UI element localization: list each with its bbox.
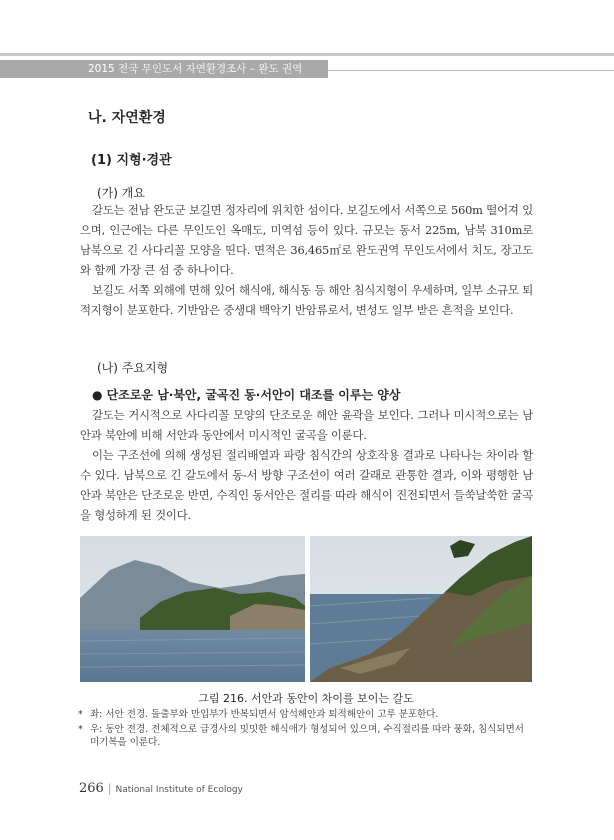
note-text: 좌: 서안 전경. 돌출부와 만입부가 반복되면서 암석해안과 퇴적해안이 고루 분포한다. xyxy=(90,709,439,720)
note-text: 우: 동안 전경. 전체적으로 급경사의 밋밋한 해식애가 형성되어 있으며, 수직절리를 따라 풍화, 침식되면서 xyxy=(90,724,524,735)
figure-note-west xyxy=(78,708,536,721)
subsection-b-title: (나) 주요지형 xyxy=(97,361,169,375)
top-rule xyxy=(0,53,614,56)
page-number: 266 xyxy=(79,781,104,796)
subsection-title: (1) 지형·경관 xyxy=(91,153,172,168)
paragraph-landform-2: 이는 구조선에 의해 생성된 절리배열과 파랑 침식간의 상호작용 결과로 나타나는 차이라 할 수 있다. 남북으로 긴 갈도에서 동-서 방향 구조선이 여러 갈래로 관통한 결과, 이와 평행한 남안과 북안은 단조로운 반면, 수직인 동서안은 절리를 따라 해식이 진전되면서 들쑥날쑥한 굴곡을 형성하게 된 것이다. xyxy=(80,448,533,522)
running-header-title: 2015 전국 무인도서 자연환경조사 – 완도 권역 xyxy=(88,63,303,75)
note-marker: * xyxy=(78,709,83,720)
paragraph-overview-1: 갈도는 전남 완도군 보길면 정자리에 위치한 섬이다. 보길도에서 서쪽으로 560m 떨어져 있으며, 인근에는 다른 무인도인 옥매도, 미역섬 등이 있다. 규모는 동서 225m, 남북 310m로 남북으로 긴 사다리꼴 모양을 띤다. 면적은 36,465㎡로 완도권역 무인도서에서 치도, 장고도와 함께 가장 큰 섬 중 하나이다. xyxy=(80,203,533,277)
note-marker: * xyxy=(78,724,83,735)
page-footer xyxy=(79,781,243,796)
key-landform-bullet: ● 단조로운 남·북안, 굴곡진 동·서안이 대조를 이루는 양상 xyxy=(92,388,401,402)
running-header-line xyxy=(328,70,614,71)
footer-separator: | xyxy=(107,782,112,795)
footer-organization: National Institute of Ecology xyxy=(115,785,243,795)
subsection-a-title: (가) 개요 xyxy=(97,186,145,200)
paragraph-overview-2: 보길도 서쪽 외해에 면해 있어 해식애, 해식동 등 해안 침식지형이 우세하며, 일부 소규모 퇴적지형이 분포한다. 기반암은 중생대 백악기 반암류로서, 변성도 일부 받은 흔적을 보인다. xyxy=(80,283,533,317)
figure-note-east xyxy=(78,723,536,749)
section-title: 나. 자연환경 xyxy=(88,110,166,126)
photo-east-coast xyxy=(310,536,532,682)
note-continuation: 미기복을 이룬다. xyxy=(90,737,161,748)
paragraph-landform-1: 갈도는 거시적으로 사다리꼴 모양의 단조로운 해안 윤곽을 보인다. 그러나 미시적으로는 남안과 북안에 비해 서안과 동안에서 미시적인 굴곡을 이룬다. xyxy=(80,408,533,442)
photo-west-coast xyxy=(80,536,305,682)
figure-caption: 그림 216. 서안과 동안이 차이를 보이는 갈도 xyxy=(198,692,414,705)
